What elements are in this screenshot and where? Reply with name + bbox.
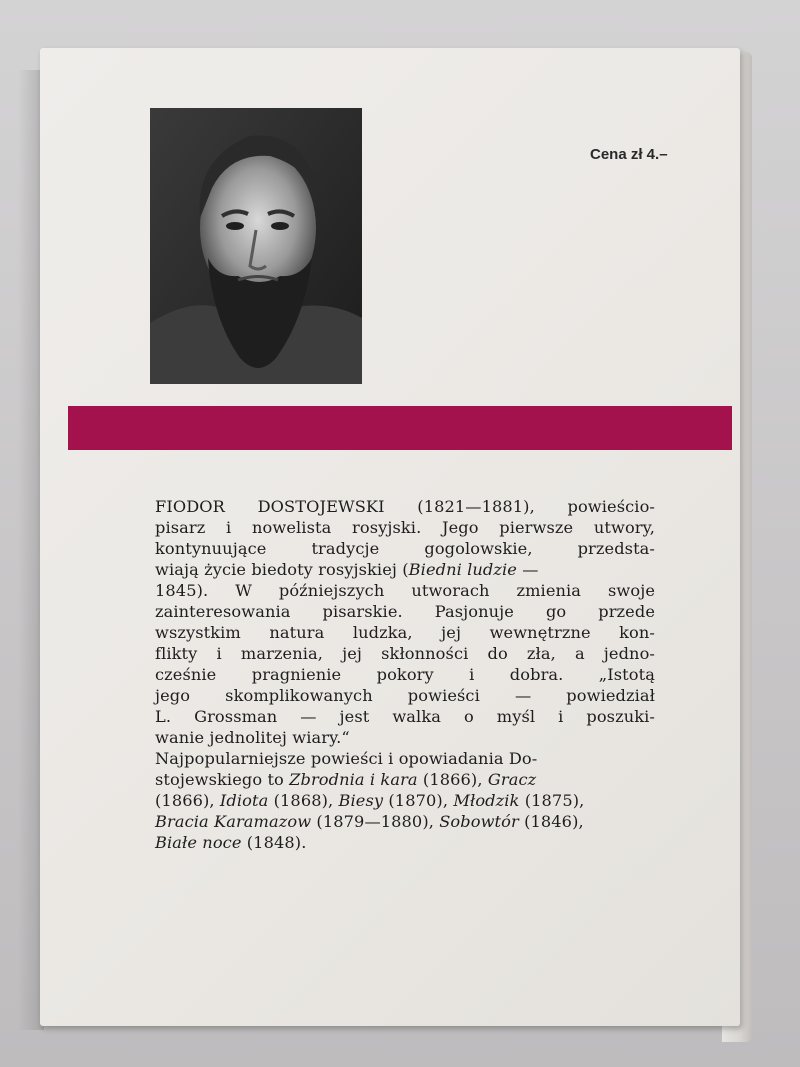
bio-line: wanie jednolitej wiary.“: [155, 728, 350, 747]
bio-text: (1870),: [383, 791, 454, 810]
bio-line: [155, 811, 655, 832]
title-sobowtor: Sobowtór: [439, 812, 519, 831]
title-idiota: Idiota: [219, 791, 269, 810]
title-mlodzik: Młodzik: [453, 791, 520, 810]
bio-line: kontynuujące tradycje gogolowskie, przedsta-: [155, 539, 655, 558]
author-bio: [155, 496, 655, 853]
bio-line: [155, 769, 655, 790]
bio-line: pisarz i nowelista rosyjski. Jego pierwsze utwory,: [155, 518, 655, 537]
bio-text: (1866),: [417, 770, 488, 789]
bio-line: 1845). W późniejszych utworach zmienia swoje: [155, 581, 655, 600]
title-biedni-ludzie: Biedni ludzie: [408, 560, 517, 579]
title-biesy: Biesy: [338, 791, 384, 810]
bio-text: —: [517, 560, 539, 579]
bio-text: (1848).: [241, 833, 307, 852]
bio-text: wiają życie biedoty rosyjskiej (: [155, 560, 409, 579]
title-bracia-karamazow: Bracia Karamazow: [155, 812, 312, 831]
bio-line: Najpopularniejsze powieści i opowiadania Do-: [155, 749, 538, 768]
price-label: Cena zł 4.–: [590, 146, 668, 163]
bio-line: FIODOR DOSTOJEWSKI (1821—1881), powieścio-: [155, 497, 655, 516]
bio-text: stojewskiego to: [155, 770, 290, 789]
bio-line: L. Grossman — jest walka o myśl i poszuki-: [155, 707, 655, 726]
bio-text: (1868),: [268, 791, 339, 810]
magenta-band: [68, 406, 732, 450]
bio-line: [155, 790, 655, 811]
bio-text: (1866),: [155, 791, 220, 810]
bio-line: zainteresowania pisarskie. Pasjonuje go przede: [155, 602, 655, 621]
author-portrait-photo: [150, 108, 362, 384]
title-biale-noce: Białe noce: [155, 833, 242, 852]
title-zbrodnia: Zbrodnia i kara: [289, 770, 418, 789]
bio-line: jego skomplikowanych powieści — powiedział: [155, 686, 655, 705]
bio-text: (1875),: [519, 791, 585, 810]
bio-line: cześnie pragnienie pokory i dobra. „Istotą: [155, 665, 655, 684]
bio-text: (1879—1880),: [311, 812, 440, 831]
bio-text: (1846),: [518, 812, 584, 831]
bio-line: [155, 832, 655, 853]
bio-line: wszystkim natura ludzka, jej wewnętrzne kon-: [155, 623, 655, 642]
title-gracz: Gracz: [487, 770, 537, 789]
bio-line: [155, 559, 655, 580]
bio-line: flikty i marzenia, jej skłonności do zła, a jedno-: [155, 644, 655, 663]
